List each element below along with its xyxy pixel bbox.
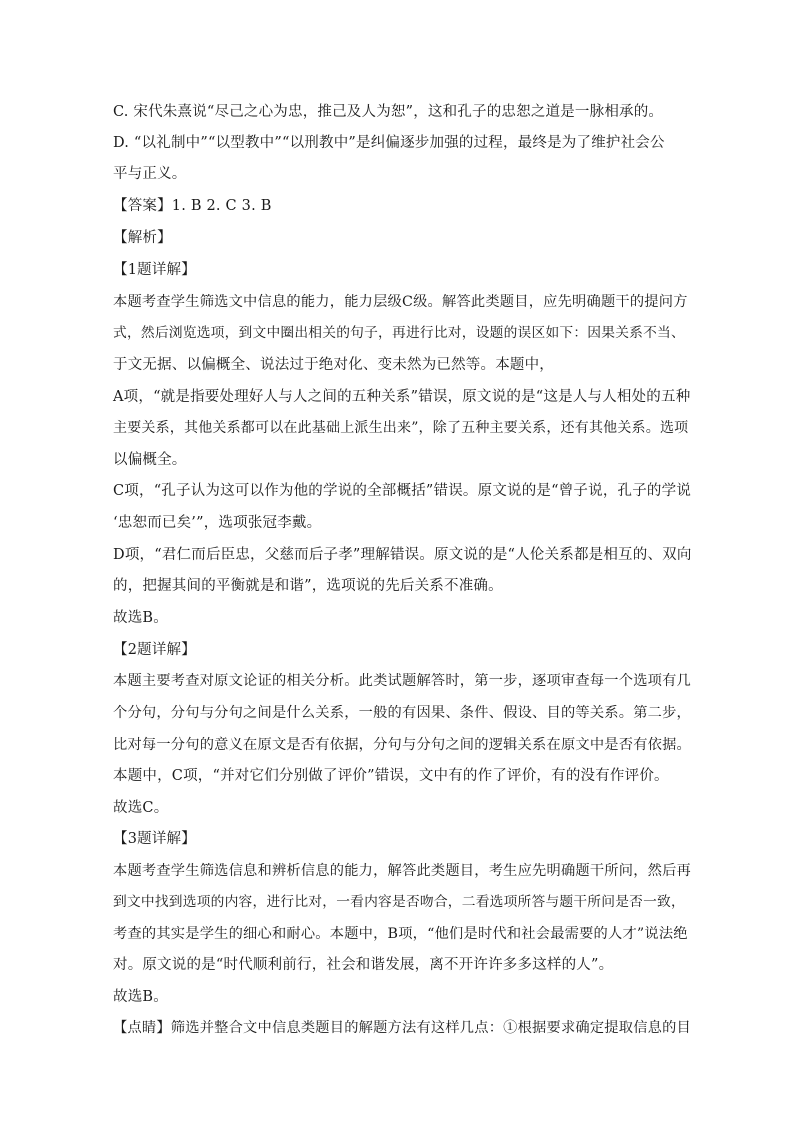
option-d-text: D. “以礼制中”“以型教中”“以刑教中”是纠偏逐步加强的过程，最终是为了维护社会公 [113, 135, 665, 151]
q1-option-a: A项，“就是指要处理好人与人之间的五种关系”错误，原文说的是“这是人与人相处的五种 [113, 389, 691, 405]
q3-paragraph: 考查的其实是学生的细心和耐心。本题中，B项，“他们是时代和社会最需要的人才”说法绝 [113, 926, 688, 942]
option-c-text: C. 宋代朱熹说“尽己之心为忠，推己及人为恕”，这和孔子的忠恕之道是一脉相承的。 [113, 104, 664, 120]
q2-paragraph: 比对每一分句的意义在原文是否有依据，分句与分句之间的逻辑关系在原文中是否有依据。 [113, 737, 692, 753]
q1-paragraph: 于文无据、以偏概全、说法过于绝对化、变未然为已然等。本题中， [113, 357, 554, 373]
q1-option-c: C项，“孔子认为这可以作为他的学说的全部概括”错误。原文说的是“曾子说，孔子的学说 [113, 483, 692, 499]
q2-paragraph: 个分句，分句与分句之间是什么关系，一般的有因果、条件、假设、目的等关系。第二步， [113, 705, 692, 721]
analysis-heading: 【解析】 [113, 230, 172, 246]
q3-conclusion: 故选B。 [113, 989, 168, 1005]
q1-conclusion: 故选B。 [113, 610, 168, 626]
tip-paragraph: 【点睛】筛选并整合文中信息类题目的解题方法有这样几点：①根据要求确定提取信息的目 [113, 1020, 692, 1036]
q2-conclusion: 故选C。 [113, 800, 169, 816]
q3-heading: 【3题详解】 [113, 831, 196, 847]
option-d-text-cont: 平与正义。 [113, 166, 187, 182]
q1-option-d: 的，把握其间的平衡就是和谐”，选项说的先后关系不准确。 [113, 578, 503, 594]
q3-paragraph: 对。原文说的是“时代顺利前行，社会和谐发展，离不开许许多多这样的人”。 [113, 957, 614, 973]
q3-paragraph: 本题考查学生筛选信息和辨析信息的能力，解答此类题目，考生应先明确题干所问，然后再 [113, 863, 692, 879]
q1-option-d: D项，“君仁而后臣忠，父慈而后子孝”理解错误。原文说的是“人伦关系都是相互的、双向 [113, 547, 692, 563]
q3-paragraph: 到文中找到选项的内容，进行比对，一看内容是否吻合，二看选项所答与题干所问是否一致， [113, 894, 685, 910]
answer-line: 【答案】1. B 2. C 3. B [113, 198, 272, 214]
q1-option-c: ‘忠恕而已矣’”，选项张冠李戴。 [113, 515, 322, 531]
q1-option-a: 以偏概全。 [113, 452, 187, 468]
q2-paragraph: 本题中，C项，“并对它们分别做了评价”错误，文中有的作了评价，有的没有作评价。 [113, 768, 669, 784]
q2-heading: 【2题详解】 [113, 642, 196, 658]
q1-paragraph: 本题考查学生筛选文中信息的能力，能力层级C级。解答此类题目，应先明确题干的提问方 [113, 294, 688, 310]
q2-paragraph: 本题主要考查对原文论证的相关分析。此类试题解答时，第一步，逐项审查每一个选项有几 [113, 673, 692, 689]
q1-heading: 【1题详解】 [113, 262, 196, 278]
q1-option-a: 主要关系，其他关系都可以在此基础上派生出来”，除了五种主要关系，还有其他关系。选项 [113, 420, 689, 436]
q1-paragraph: 式，然后浏览选项，到文中圈出相关的句子，再进行比对，设题的误区如下：因果关系不当、 [113, 325, 685, 341]
